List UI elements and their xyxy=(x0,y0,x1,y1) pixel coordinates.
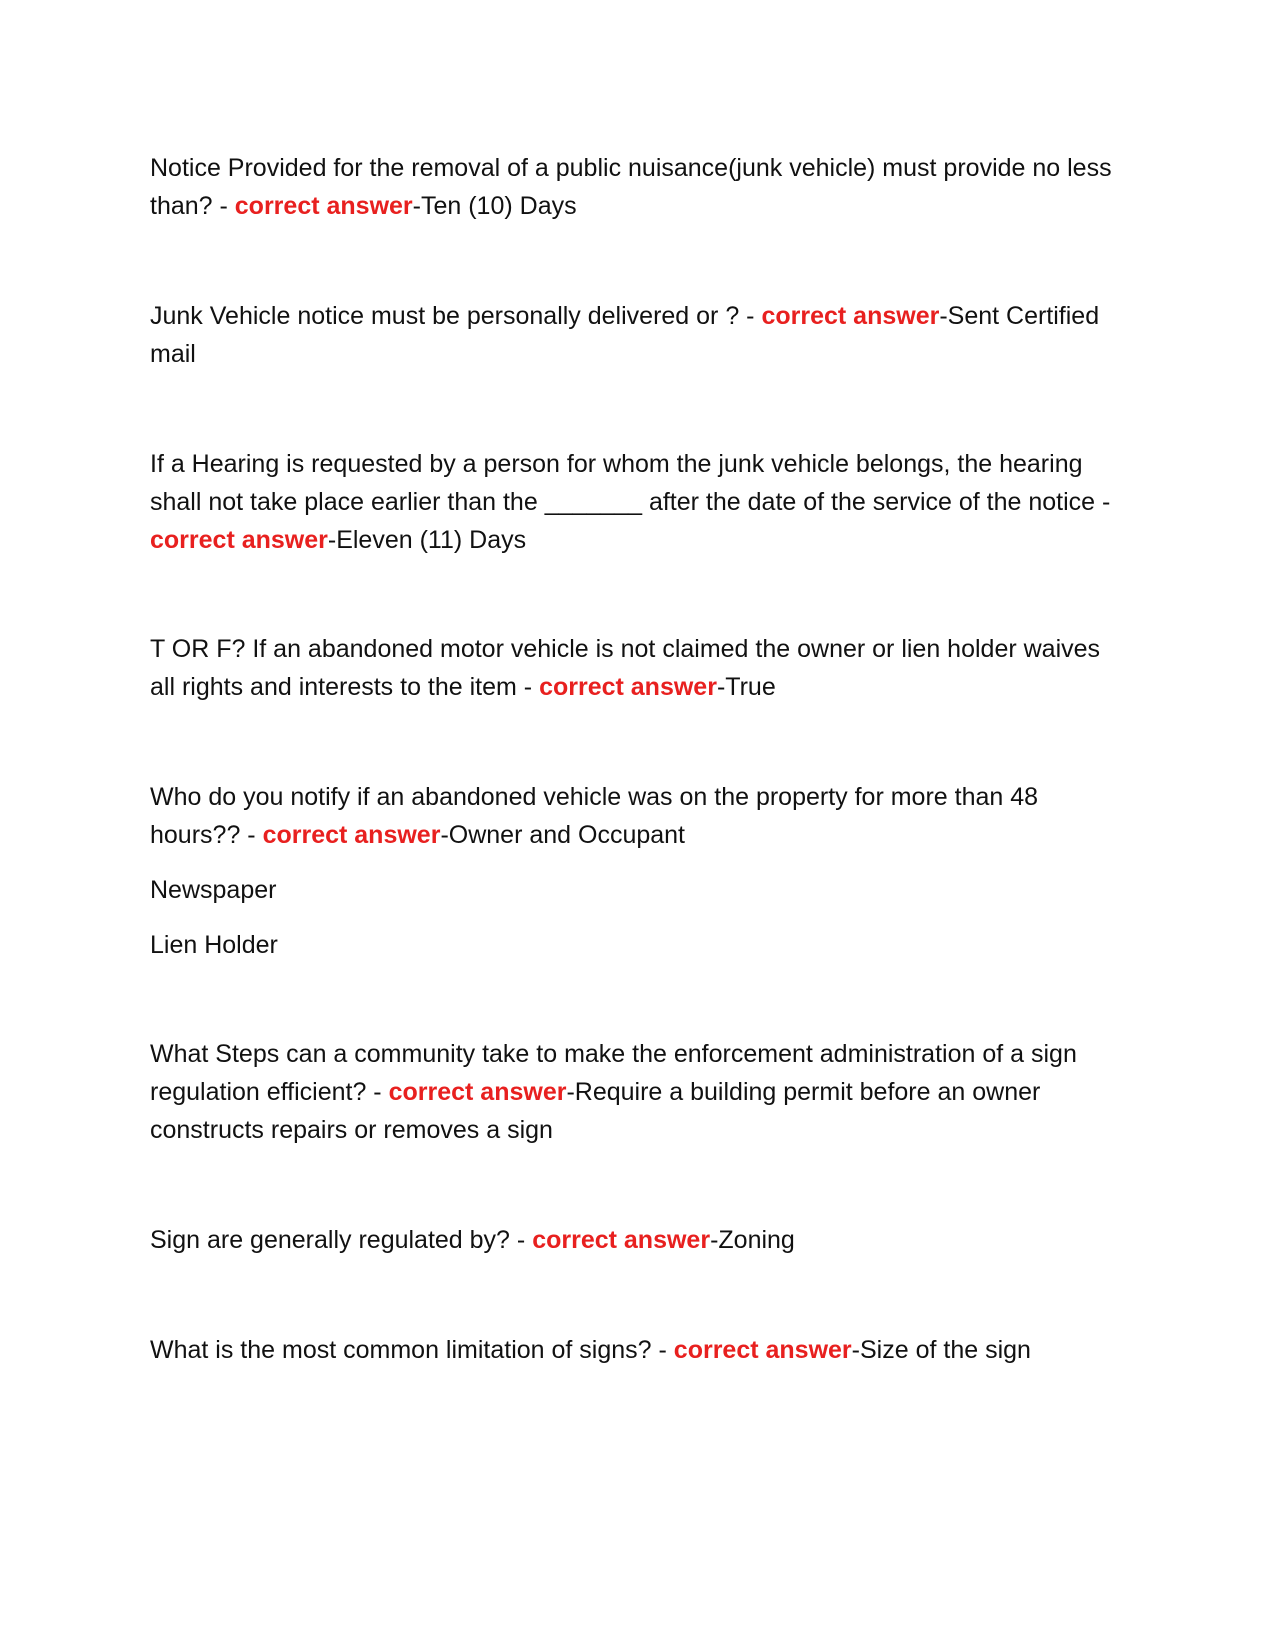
question-text: Notice Provided for the removal of a public nuisance(junk vehicle) must provide no less than? - xyxy=(150,154,1112,220)
question-text: Junk Vehicle notice must be personally delivered or ? - xyxy=(150,302,762,330)
answer-text: -Size of the sign xyxy=(851,1336,1031,1364)
answer-label: correct answer xyxy=(150,526,328,554)
answer-label: correct answer xyxy=(539,673,717,701)
question-text: T OR F? If an abandoned motor vehicle is not claimed the owner or lien holder waives all rights and interests to the item - xyxy=(150,635,1101,701)
qa-item xyxy=(150,149,1125,225)
question-text: What is the most common limitation of signs? - xyxy=(150,1336,674,1364)
answer-text: -Sent Certified mail xyxy=(150,302,1100,368)
answer-label: correct answer xyxy=(388,1078,567,1106)
qa-item xyxy=(150,778,1125,854)
answer-label: correct answer xyxy=(761,302,940,330)
answer-text: -Owner and Occupant xyxy=(440,821,686,849)
answer-text: -Zoning xyxy=(710,1226,795,1254)
qa-item xyxy=(150,1221,1125,1259)
answer-extra-line: Newspaper xyxy=(150,876,277,904)
answer-label: correct answer xyxy=(673,1336,852,1364)
answer-extra-line: Lien Holder xyxy=(150,931,278,959)
answer-text: -Eleven (11) Days xyxy=(327,526,527,554)
answer-label: correct answer xyxy=(262,821,441,849)
question-text: If a Hearing is requested by a person for whom the junk vehicle belongs, the hearing shall not take place earlier than the _______ after the date of the service of the notice - xyxy=(150,450,1111,516)
qa-item xyxy=(150,445,1125,559)
qa-item xyxy=(150,1331,1125,1369)
qa-item xyxy=(150,630,1125,706)
answer-text: -Require a building permit before an owner constructs repairs or removes a sign xyxy=(150,1078,1041,1144)
qa-item xyxy=(150,297,1125,373)
question-text: Who do you notify if an abandoned vehicle was on the property for more than 48 hours?? - xyxy=(150,783,1039,849)
answer-text: -True xyxy=(716,673,776,701)
question-text: Sign are generally regulated by? - xyxy=(150,1226,533,1254)
qa-item xyxy=(150,1035,1125,1149)
question-text: What Steps can a community take to make the enforcement administration of a sign regulation efficient? - xyxy=(150,1040,1077,1106)
answer-label: correct answer xyxy=(234,192,413,220)
answer-label: correct answer xyxy=(532,1226,711,1254)
answer-text: -Ten (10) Days xyxy=(412,192,577,220)
